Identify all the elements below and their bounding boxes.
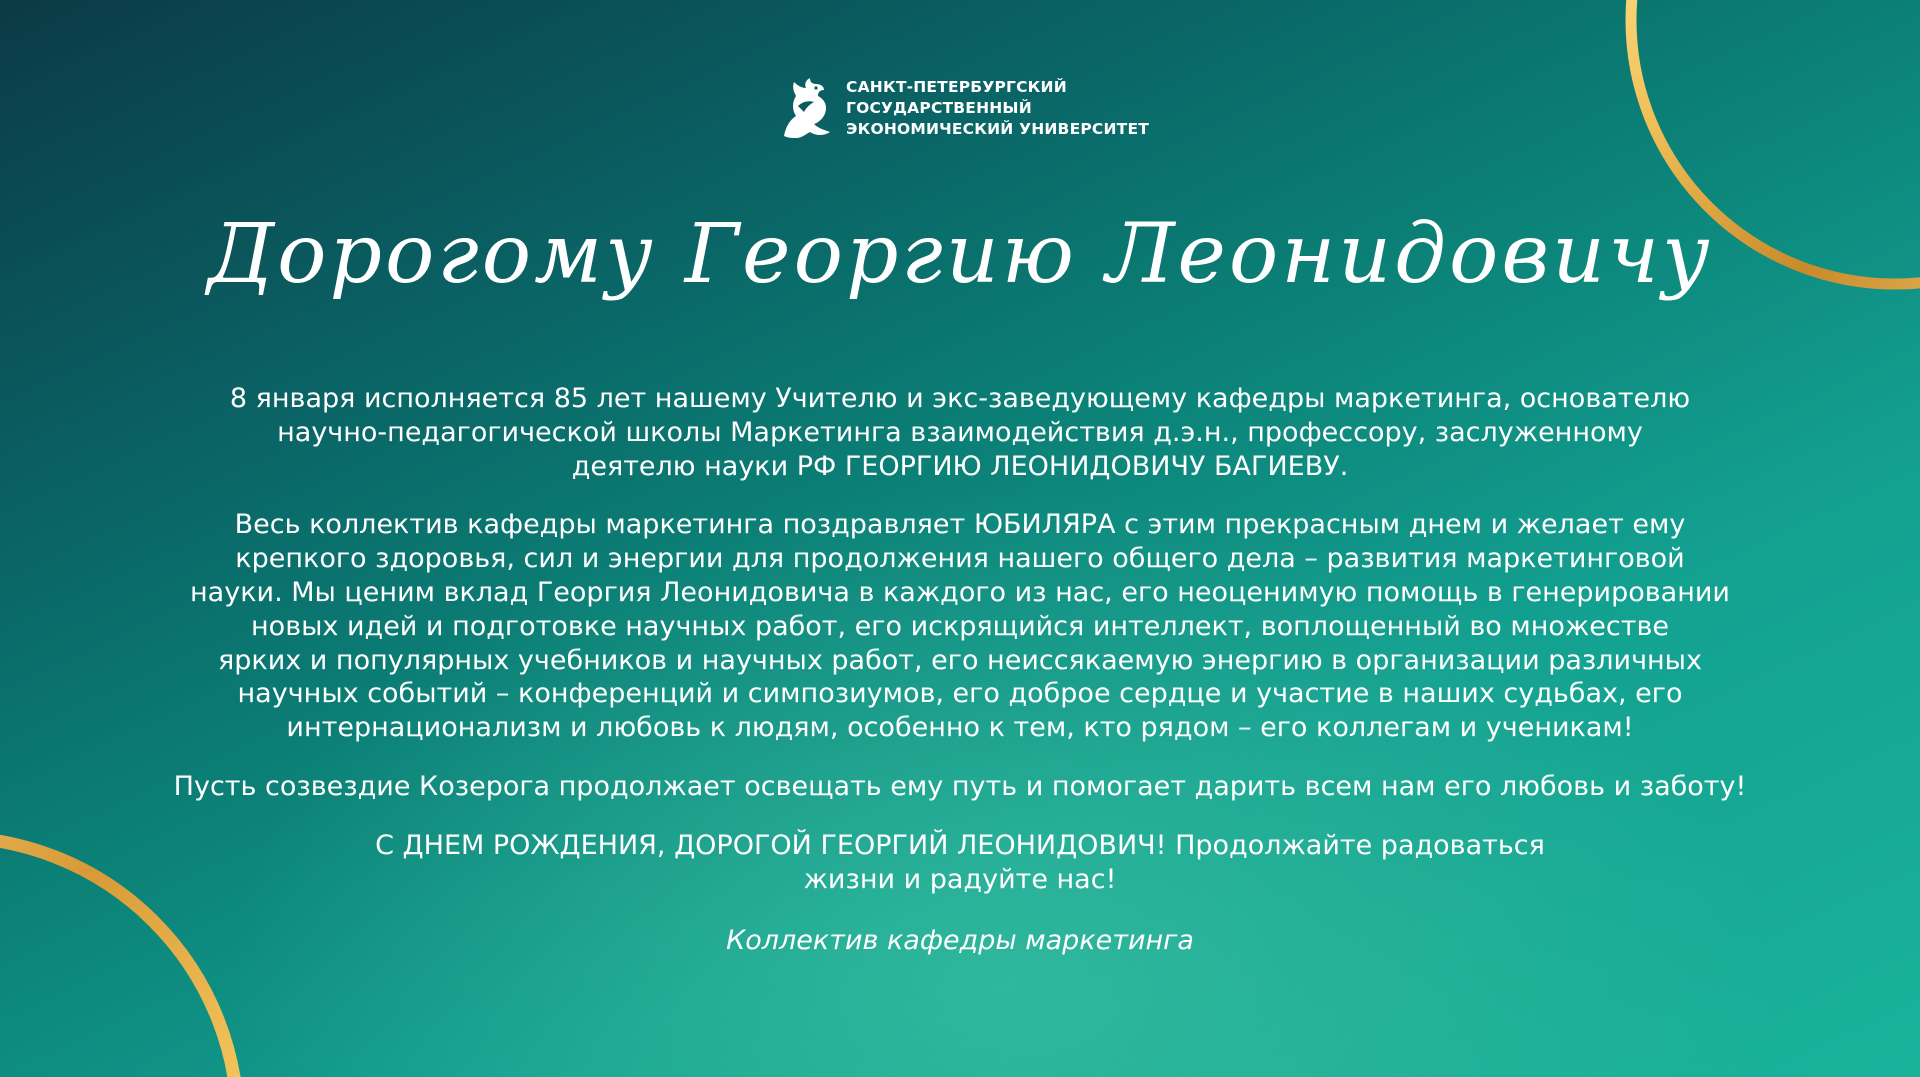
text-line: Пусть созвездие Козерога продолжает освещать ему путь и помогает дарить всем нам его любовь и заботу! [173, 770, 1747, 802]
university-name-line: ГОСУДАРСТВЕННЫЙ [846, 98, 1032, 117]
text-line: жизни и радуйте нас! [803, 863, 1117, 895]
text-line: науки. Мы ценим вклад Георгия Леонидовича в каждого из нас, его неоценимую помощь в генерировании [190, 576, 1730, 608]
paragraph-capricorn [80, 770, 1840, 804]
greeting-title: Дорогому Георгию Леонидовичу [207, 207, 1713, 302]
text-line: 8 января исполняется 85 лет нашему Учителю и экс-заведующему кафедры маркетинга, основателю [229, 383, 1691, 414]
text-line: новых идей и подготовке научных работ, его искрящийся интеллект, воплощенный во множестве [251, 610, 1669, 642]
university-name-line: ЭКОНОМИЧЕСКИЙ УНИВЕРСИТЕТ [846, 119, 1150, 138]
paragraph-wishes [80, 508, 1840, 745]
university-logo [776, 76, 1149, 140]
text-line: деятелю науки РФ ГЕОРГИЮ ЛЕОНИДОВИЧУ БАГИЕВУ. [571, 450, 1349, 482]
text-line: Весь коллектив кафедры маркетинга поздравляет ЮБИЛЯРА с этим прекрасным днем и желает ему [234, 509, 1686, 541]
paragraph-birthday [80, 829, 1840, 897]
university-name-line: САНКТ-ПЕТЕРБУРГСКИЙ [846, 77, 1067, 96]
text-line: интернационализм и любовь к людям, особенно к тем, кто рядом – его коллегам и ученикам! [286, 712, 1634, 744]
signature: Коллектив кафедры маркетинга [726, 925, 1194, 957]
griffin-emblem-icon [776, 76, 834, 140]
text-line: крепкого здоровья, сил и энергии для продолжения нашего общего дела – развития маркетинговой [235, 543, 1685, 575]
greeting-body [80, 382, 1840, 983]
text-line: научно-педагогической школы Маркетинга взаимодействия д.э.н., профессору, заслуженному [277, 416, 1643, 448]
text-line: научных событий – конференций и симпозиумов, его доброе сердце и участие в наших судьбах, его [237, 678, 1683, 710]
university-name [846, 77, 1149, 140]
text-line: С ДНЕМ РОЖДЕНИЯ, ДОРОГОЙ ГЕОРГИЙ ЛЕОНИДОВИЧ! Продолжайте радоваться [375, 829, 1545, 861]
paragraph-anniversary [80, 382, 1840, 483]
text-line: ярких и популярных учебников и научных работ, его неиссякаемую энергию в организации различных [218, 644, 1702, 676]
